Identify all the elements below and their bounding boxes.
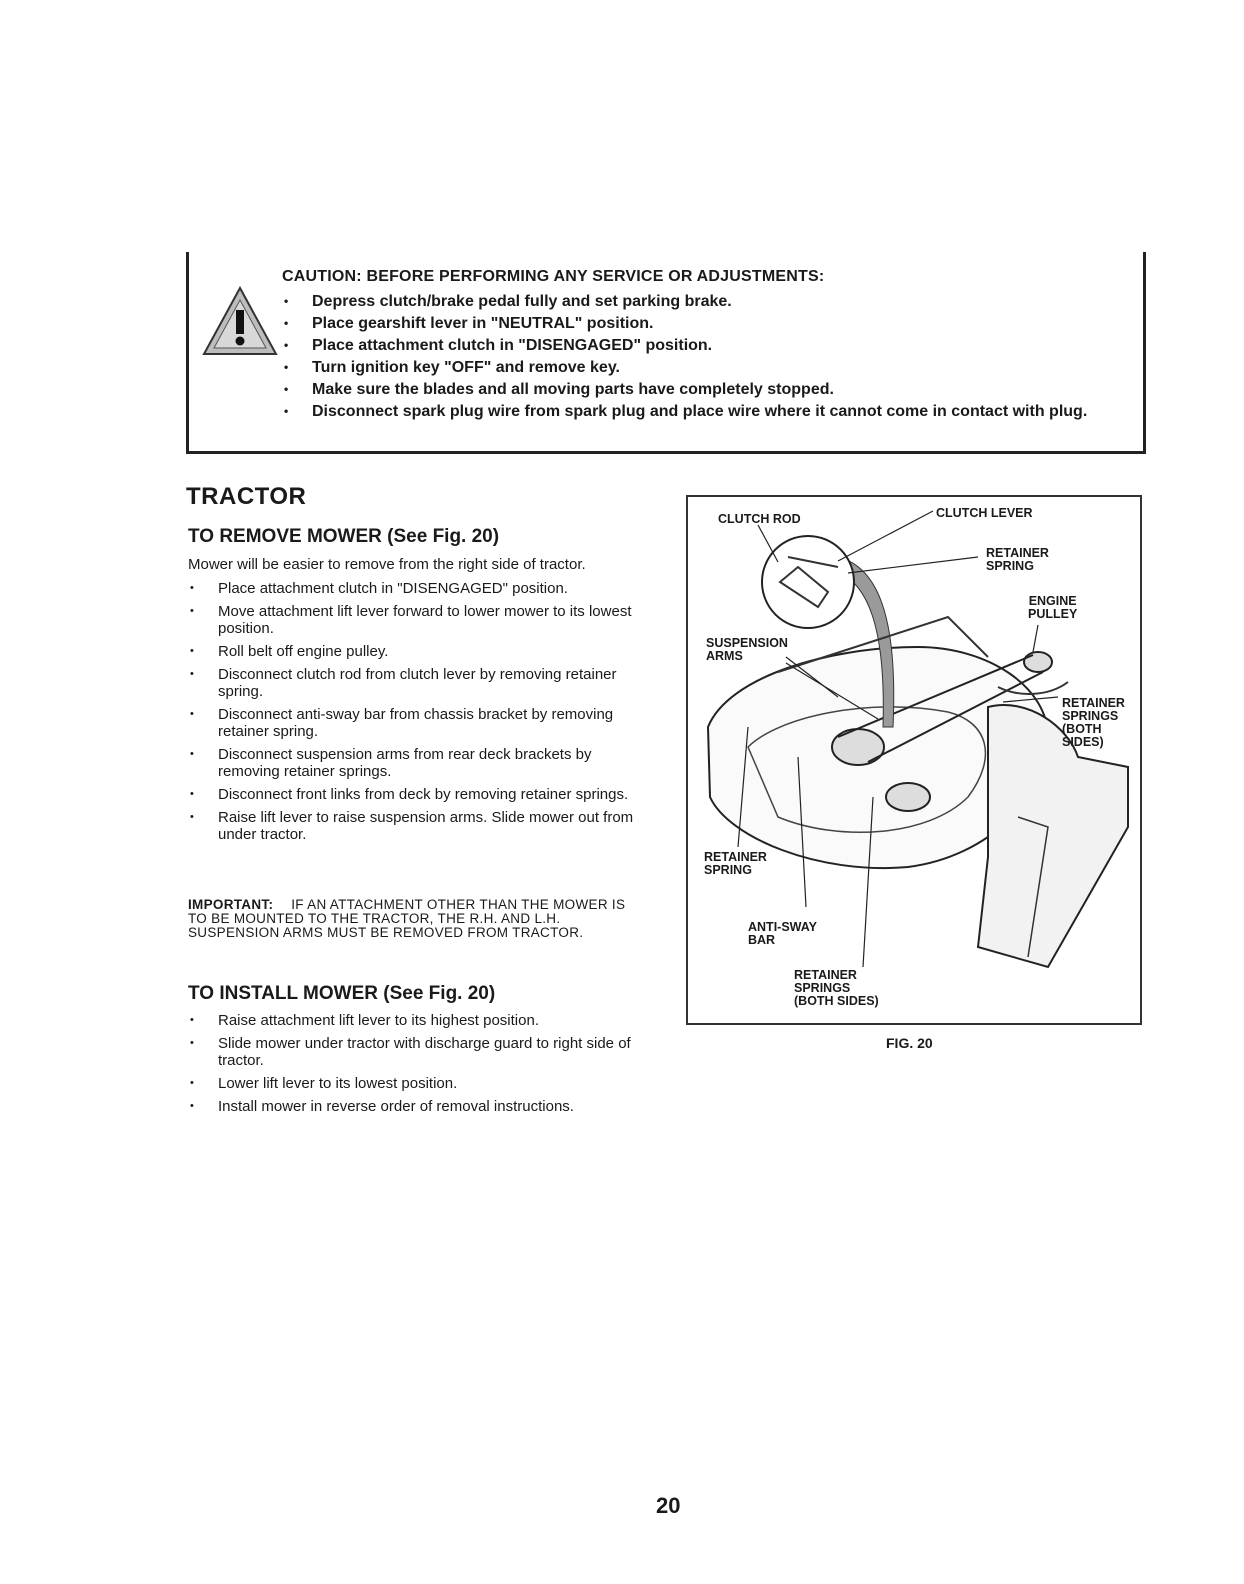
- list-item: • Disconnect front links from deck by removing retainer springs.: [188, 786, 643, 803]
- list-item: • Raise attachment lift lever to its highest position.: [188, 1012, 643, 1029]
- figure-caption: FIG. 20: [886, 1035, 933, 1051]
- list-item: • Disconnect suspension arms from rear deck brackets by removing retainer springs.: [188, 746, 643, 780]
- remove-steps-list: [188, 580, 643, 849]
- list-item: • Slide mower under tractor with discharge guard to right side of tractor.: [188, 1035, 643, 1069]
- list-item: • Roll belt off engine pulley.: [188, 643, 643, 660]
- page-number: 20: [656, 1493, 681, 1518]
- list-item: • Move attachment lift lever forward to lower mower to its lowest position.: [188, 603, 643, 637]
- caution-item: • Make sure the blades and all moving parts have completely stopped.: [282, 380, 1132, 399]
- label-clutch-rod: CLUTCH ROD: [718, 512, 801, 526]
- important-note: [188, 898, 640, 940]
- caution-item: • Disconnect spark plug wire from spark plug and place wire where it cannot come in contact with plug.: [282, 402, 1132, 421]
- important-text: IF AN ATTACHMENT OTHER THAN THE MOWER IS TO BE MOUNTED TO THE TRACTOR, THE R.H. AND L.H. SUSPENSION ARMS MUST BE REMOVED FROM TRACTOR.: [188, 897, 626, 940]
- engine-pulley: [1024, 652, 1052, 672]
- pulley: [832, 729, 884, 765]
- label-suspension-arms: SUSPENSION ARMS: [706, 636, 788, 663]
- caution-item: • Place attachment clutch in "DISENGAGED" position.: [282, 336, 1132, 355]
- list-item: • Disconnect anti-sway bar from chassis bracket by removing retainer spring.: [188, 706, 643, 740]
- label-retainer-spring-top: RETAINER SPRING: [986, 546, 1049, 573]
- warning-triangle-icon: [202, 286, 278, 356]
- label-retainer-springs-bottom: RETAINER SPRINGS (BOTH SIDES): [794, 968, 879, 1008]
- label-anti-sway-bar: ANTI-SWAY BAR: [748, 920, 817, 947]
- list-item: • Place attachment clutch in "DISENGAGED" position.: [188, 580, 643, 597]
- figure-20: [686, 495, 1142, 1025]
- remove-intro: Mower will be easier to remove from the right side of tractor.: [188, 556, 586, 573]
- list-item: • Install mower in reverse order of removal instructions.: [188, 1098, 643, 1115]
- install-mower-heading: TO INSTALL MOWER (See Fig. 20): [188, 983, 496, 1004]
- caution-list: [282, 292, 1132, 424]
- label-engine-pulley: ENGINE PULLEY: [1028, 594, 1078, 621]
- label-retainer-spring-left: RETAINER SPRING: [704, 850, 767, 877]
- caution-item: • Place gearshift lever in "NEUTRAL" position.: [282, 314, 1132, 333]
- pulley: [886, 783, 930, 811]
- detail-inset: [762, 536, 854, 628]
- list-item: • Disconnect clutch rod from clutch lever by removing retainer spring.: [188, 666, 643, 700]
- list-item: • Raise lift lever to raise suspension arms. Slide mower out from under tractor.: [188, 809, 643, 843]
- caution-item: • Turn ignition key "OFF" and remove key.: [282, 358, 1132, 377]
- caution-title: CAUTION: BEFORE PERFORMING ANY SERVICE OR ADJUSTMENTS:: [282, 268, 825, 285]
- label-retainer-springs-right: RETAINER SPRINGS (BOTH SIDES): [1062, 696, 1125, 749]
- caution-item: • Depress clutch/brake pedal fully and set parking brake.: [282, 292, 1132, 311]
- important-label: IMPORTANT:: [188, 897, 274, 912]
- section-title: TRACTOR: [186, 483, 307, 510]
- list-item: • Lower lift lever to its lowest position.: [188, 1075, 643, 1092]
- install-steps-list: [188, 1012, 643, 1121]
- remove-mower-heading: TO REMOVE MOWER (See Fig. 20): [188, 526, 500, 547]
- label-clutch-lever: CLUTCH LEVER: [936, 506, 1033, 520]
